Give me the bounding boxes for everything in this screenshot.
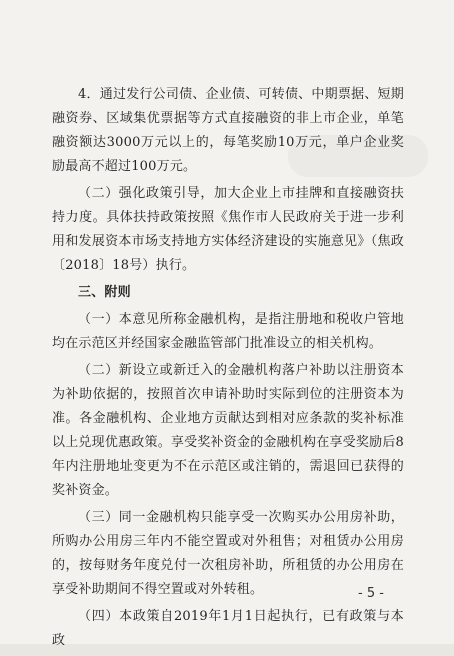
page-number: - 5 - bbox=[358, 586, 384, 601]
paragraph-effective-date: （四）本政策自2019年1月1日起执行，已有政策与本政 bbox=[52, 609, 404, 648]
section-heading-appendix: 三、附则 bbox=[78, 285, 131, 300]
document-body bbox=[52, 83, 404, 656]
paragraph-financing-reward: 4．通过发行公司债、企业债、可转债、中期票据、短期融资券、区域集优票据等方式直接融资的非上市企业，单笔融资额达3000万元以上的，每笔奖励10万元，单户企业奖励最高不超过100万元。 bbox=[52, 87, 404, 174]
paragraph-office-subsidy: （三）同一金融机构只能享受一次购买办公用房补助，所购办公用房三年内不能空置或对外租售；对租赁办公用房的，按每财务年度兑付一次租房补助，所租赁的办公用房在享受补助期间不得空置或对外转租。 bbox=[52, 510, 404, 597]
paragraph-subsidy-basis: （二）新设立或新迁入的金融机构落户补助以注册资本为补助依据的，按照首次申请补助时实际到位的注册资本为准。各金融机构、企业地方贡献达到相对应条款的奖补标准以上兑现优惠政策。享受奖补资金的金融机构在享受奖励后8年内注册地址变更为不在示范区或注销的，需退回已获得的奖补资金。 bbox=[52, 363, 404, 498]
paragraph-definition: （一）本意见所称金融机构，是指注册地和税收户管地均在示范区并经国家金融监管部门批准设立的相关机构。 bbox=[52, 312, 404, 351]
paragraph-policy-guidance: （二）强化政策引导，加大企业上市挂牌和直接融资扶持力度。具体扶持政策按照《焦作市人民政府关于进一步利用和发展资本市场支持地方实体经济建设的实施意见》（焦政〔2018〕18号）执行。 bbox=[52, 186, 404, 273]
